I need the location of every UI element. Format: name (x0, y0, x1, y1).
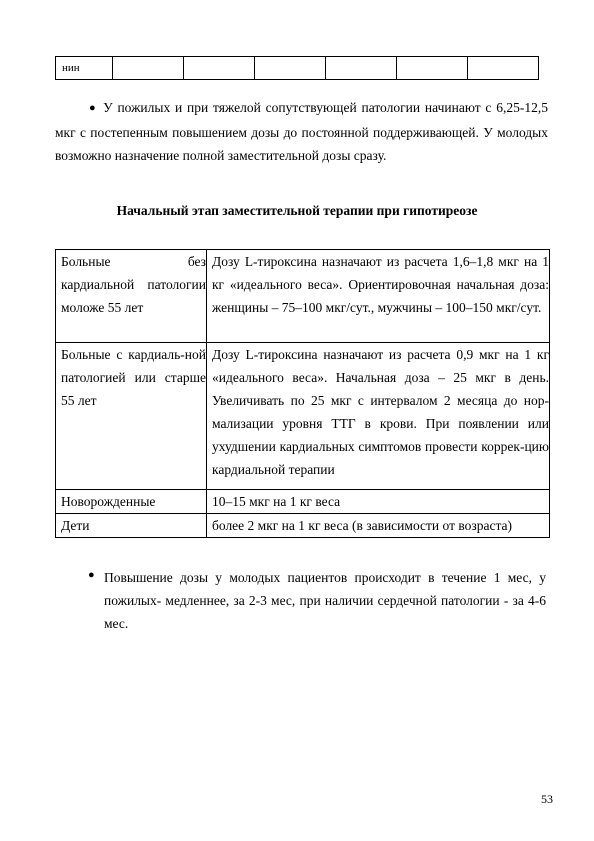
table-cell (255, 57, 326, 80)
table-row (56, 343, 550, 490)
table-cell-group: Больные с кардиаль-ной патологией или старше 55 лет (56, 343, 207, 490)
table-cell (397, 57, 468, 80)
therapy-table (55, 249, 550, 538)
section-heading: Начальный этап заместительной терапии при гипотиреозе (116, 203, 478, 218)
table-cell (326, 57, 397, 80)
page-number: 53 (541, 792, 553, 806)
table-cell-dose: более 2 мкг на 1 кг веса (в зависимости от возраста) (207, 514, 550, 538)
bullet-icon: ● (89, 102, 98, 114)
table-cell (113, 57, 184, 80)
table-cell-dose: Дозу L-тироксина назначают из расчета 0,9 мкг на 1 кг «идеального веса». Начальная доза – 25 мкг в день. Увеличивать по 25 мкг с интервалом 2 месяца до нор-мализации уровня ТТГ в крови. При появлении или ухудшении кардиальных симптомов провести коррек-цию кардиальной терапии (207, 343, 550, 490)
table-cell-group: Больные без кардиальной патологии моложе 55 лет (56, 250, 207, 343)
table-row (56, 250, 550, 343)
bullet-paragraph-1 (55, 96, 548, 167)
table-cell (184, 57, 255, 80)
table-cell (468, 57, 539, 80)
table-cell-group: Дети (56, 514, 207, 538)
table-cell: нин (56, 57, 113, 80)
table-row (56, 57, 539, 80)
bullet-icon: ● (88, 569, 95, 581)
continuation-table (55, 56, 539, 80)
table-cell-dose: 10–15 мкг на 1 кг веса (207, 490, 550, 514)
table-row (56, 514, 550, 538)
table-cell-group: Новорожденные (56, 490, 207, 514)
bullet-paragraph-2: Повышение дозы у молодых пациентов происходит в течение 1 мес, у пожилых- медленнее, за 2-3 мес, при наличии сердечной патологии - за 4-6 мес. (104, 570, 546, 631)
paragraph-text: У пожилых и при тяжелой сопутствующей патологии начинают с 6,25-12,5 мкг с постепенным повышением дозы до постоянной поддерживающей. У молодых возможно назначение полной заместительной дозы сразу. (55, 100, 548, 163)
table-row (56, 490, 550, 514)
table-cell-dose: Дозу L-тироксина назначают из расчета 1,6–1,8 мкг на 1 кг «идеального веса». Ориентировочная начальная доза: женщины – 75–100 мкг/сут., мужчины – 100–150 мкг/сут. (207, 250, 550, 343)
